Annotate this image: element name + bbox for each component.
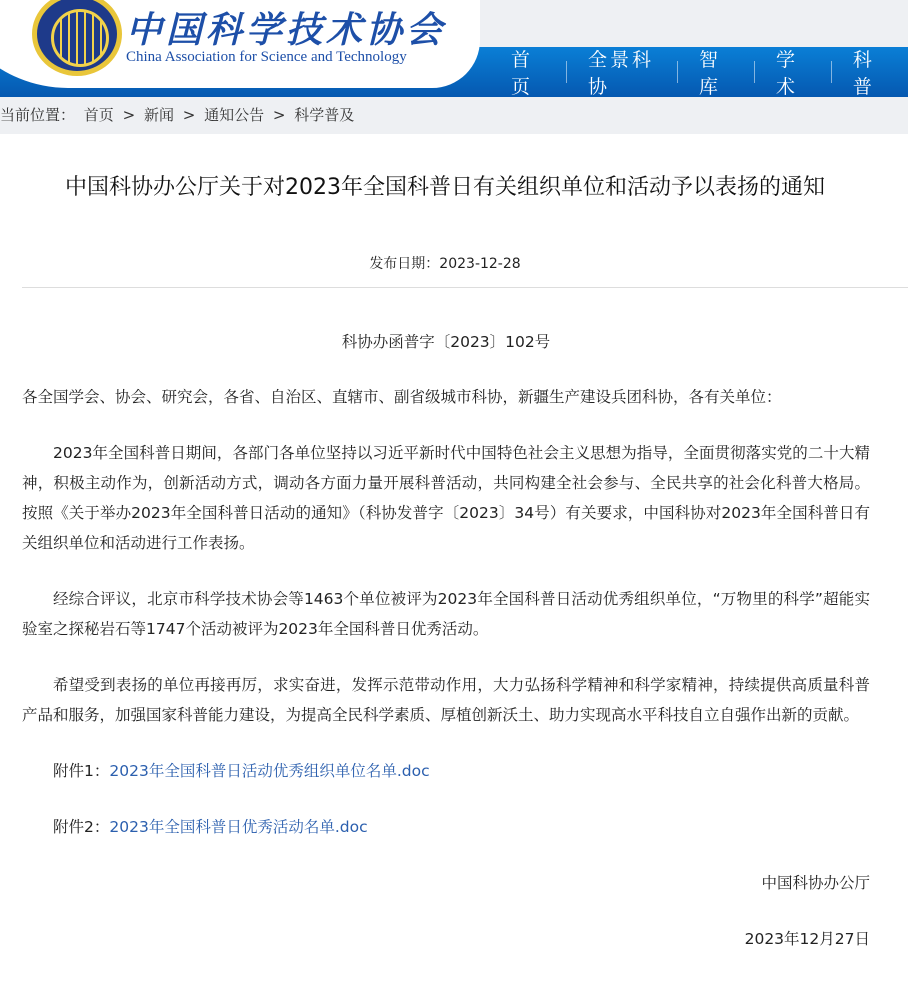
attachment-link[interactable]: 2023年全国科普日活动优秀组织单位名单.doc xyxy=(109,762,430,780)
site-header xyxy=(0,0,908,97)
article-title: 中国科协办公厅关于对2023年全国科普日有关组织单位和活动予以表扬的通知 xyxy=(65,175,825,200)
breadcrumb-science-pop[interactable]: 科学普及 xyxy=(294,106,355,124)
logo-chinese[interactable]: 中国科学技术协会 xyxy=(126,9,447,51)
breadcrumb-sep: > xyxy=(272,106,286,124)
main-nav xyxy=(490,47,908,97)
nav-panorama[interactable]: 全景科协 xyxy=(587,49,654,97)
attachment-label: 附件2： xyxy=(53,818,110,836)
breadcrumb-sep: > xyxy=(122,106,136,124)
nav-academic[interactable]: 学术 xyxy=(775,49,798,97)
publish-date: 发布日期：2023-12-28 xyxy=(369,256,521,272)
paragraph: 2023年全国科普日期间，各部门各单位坚持以习近平新时代中国特色社会主义思想为指导，全面贯彻落实党的二十大精神，积极主动作为，创新活动方式，调动各方面力量开展科普活动，共同构建全社会参与、全民共享的社会化科普大格局。按照《关于举办2023年全国科普日活动的通知》（科协发普字〔2023〕34号）有关要求，中国科协对2023年全国科普日有关组织单位和活动进行工作表扬。 xyxy=(22,444,870,552)
signature: 中国科协办公厅 xyxy=(761,874,870,892)
attachment-label: 附件1： xyxy=(53,762,110,780)
breadcrumb-home[interactable]: 首页 xyxy=(83,106,114,124)
salutation: 各全国学会、协会、研究会，各省、自治区、直辖市、副省级城市科协，新疆生产建设兵团科协，各有关单位： xyxy=(22,388,782,406)
breadcrumb-news[interactable]: 新闻 xyxy=(143,106,174,124)
attachment-link[interactable]: 2023年全国科普日优秀活动名单.doc xyxy=(109,818,368,836)
breadcrumb xyxy=(0,97,908,134)
sign-date: 2023年12月27日 xyxy=(744,930,870,948)
breadcrumb-label: 当前位置： xyxy=(0,106,76,124)
attachment-2 xyxy=(22,812,870,842)
divider xyxy=(22,287,908,288)
nav-home[interactable]: 首页 xyxy=(511,49,534,97)
paragraph: 经综合评议，北京市科学技术协会等1463个单位被评为2023年全国科普日活动优秀组织单位，“万物里的科学”超能实验室之探秘岩石等1747个活动被评为2023年全国科普日优秀活动。 xyxy=(22,590,870,638)
paragraph: 希望受到表扬的单位再接再厉，求实奋进，发挥示范带动作用，大力弘扬科学精神和科学家精神，持续提供高质量科普产品和服务，加强国家科普能力建设，为提高全民科学素质、厚植创新沃土、助力实现高水平科技自立自强作出新的贡献。 xyxy=(22,676,870,724)
attachment-1 xyxy=(22,756,870,786)
article-body xyxy=(22,327,870,954)
breadcrumb-sep: > xyxy=(182,106,196,124)
document-number: 科协办函普字〔2023〕102号 xyxy=(341,333,551,351)
breadcrumb-notices[interactable]: 通知公告 xyxy=(204,106,265,124)
logo-english[interactable]: China Association for Science and Technology xyxy=(126,49,407,65)
nav-science-pop[interactable]: 科普 xyxy=(852,49,875,97)
nav-think-tank[interactable]: 智库 xyxy=(699,49,722,97)
